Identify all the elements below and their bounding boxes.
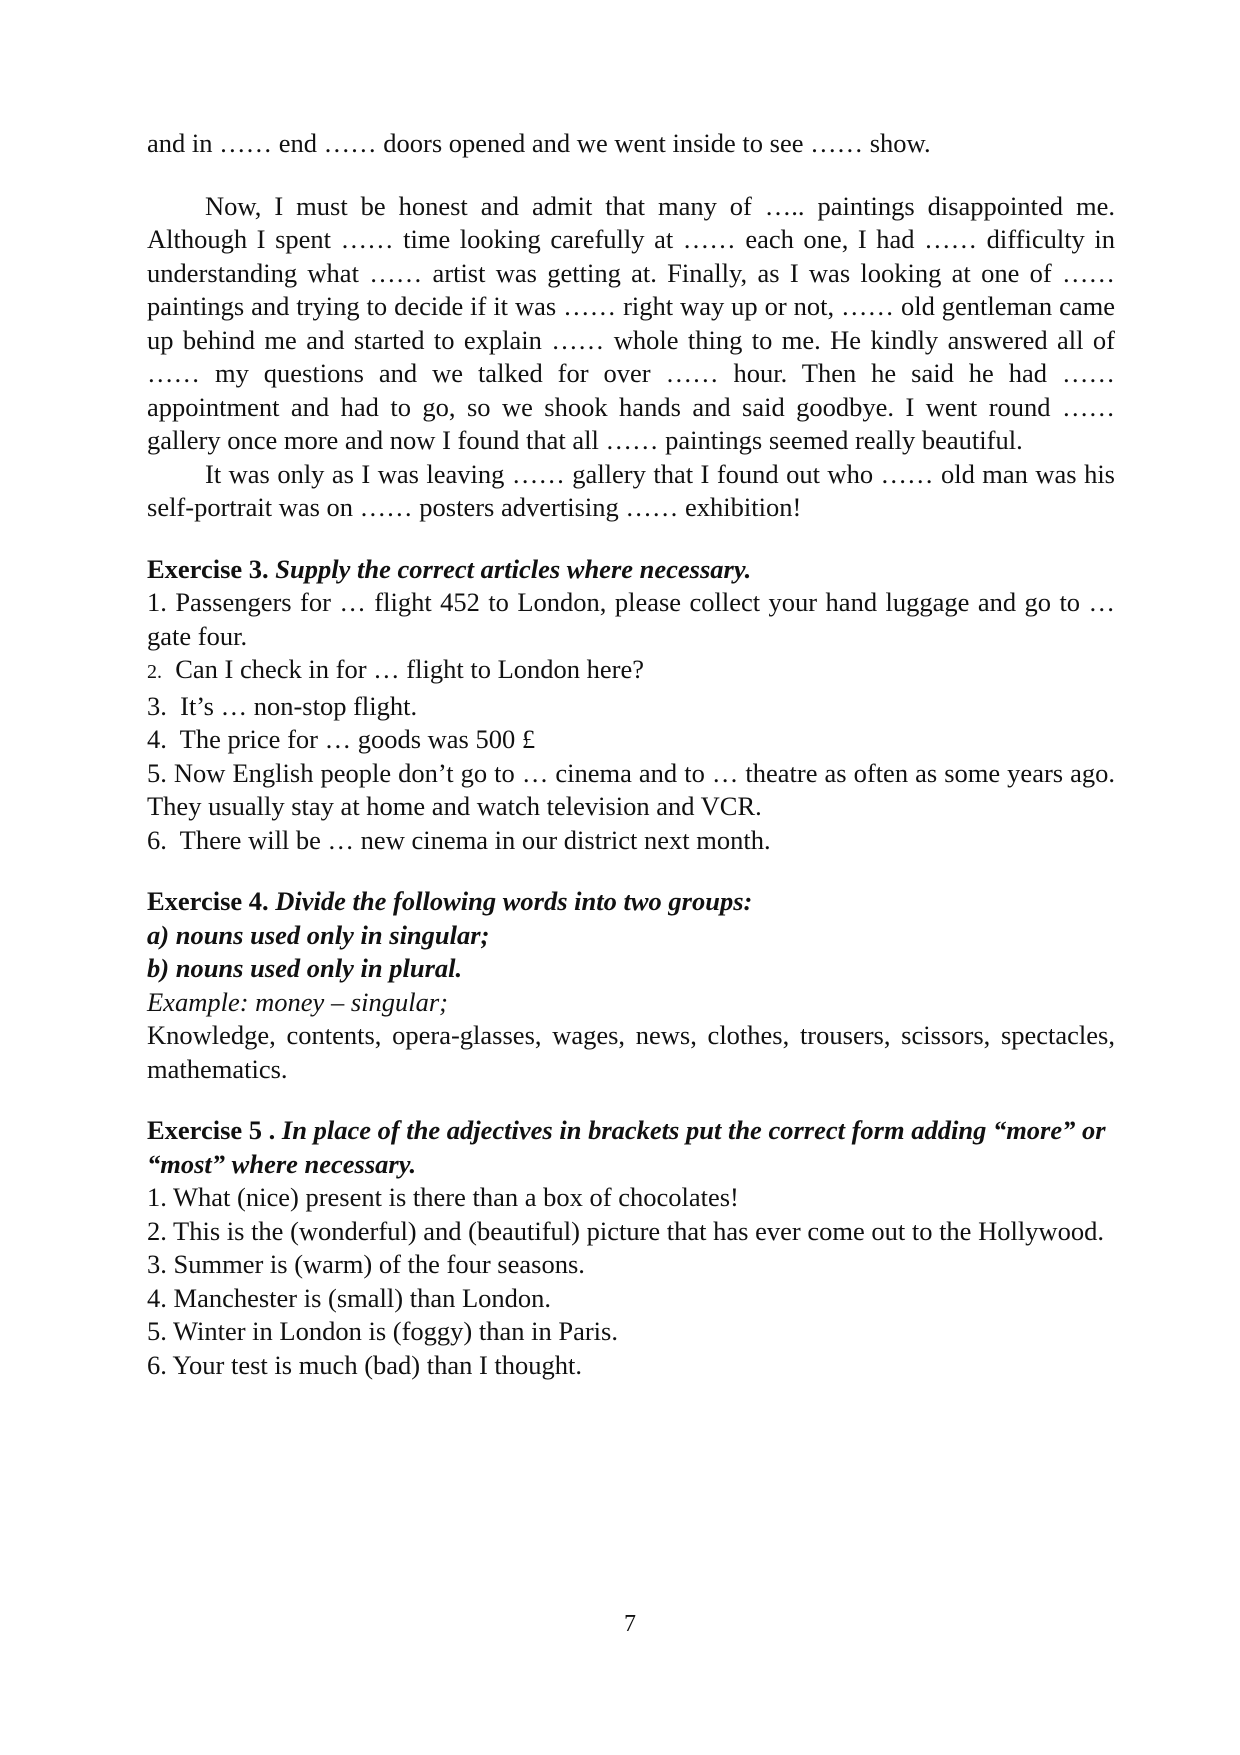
item-number: 2. [147,1215,167,1246]
page-content [147,127,1115,1382]
exercise-item [147,586,1115,653]
exercise-item [147,1181,1115,1215]
exercise-item [147,824,1115,858]
spacer [147,525,1115,553]
spacer [147,857,1115,885]
item-text: What (nice) present is there than a box of chocolates! [173,1182,739,1212]
exercise-label: Exercise 3. [147,553,269,584]
exercise-item [147,723,1115,757]
item-number: 4. [147,724,167,754]
item-number: 1. [147,1182,167,1212]
exercise-5 [147,1114,1115,1382]
exercise-3 [147,553,1115,858]
exercise-item [147,757,1115,824]
item-number: 6. [147,1349,167,1380]
item-text: There will be … new cinema in our district next month. [179,824,771,855]
item-text: Passengers for … flight 452 to London, please collect your hand luggage and go to … gate four. [147,587,1115,651]
exercise-item [147,690,1115,724]
item-text: The price for … goods was 500 £ [179,724,536,754]
item-text: It’s … non-stop flight. [180,690,418,721]
story-paragraph: It was only as I was leaving …… gallery that I found out who …… old man was his self-portrait was on …… posters advertising …… exhibition! [147,458,1115,522]
spacer [147,1086,1115,1114]
exercise-task: Divide the following words into two groups: [275,886,753,916]
group-a-label: a) nouns used only in singular; [147,919,490,950]
item-number: 3. [147,690,167,721]
exercise-item [147,1282,1115,1316]
exercise-item [147,1349,1115,1383]
spacer [147,161,1115,190]
story-paragraph: Now, I must be honest and admit that many of ….. paintings disappointed me. Although I spent …… time looking carefully at …… each one, I had …… difficulty in understanding what …… artist was getting at. Finally, as I was looking at one of …… paintings and trying to decide if it was …… right way up or not, …… old gentleman came up behind me and started to explain …… whole thing to me. He kindly answered all of …… my questions and we talked for over …… hour. Then he said he had …… appointment and had to go, so we shook hands and said goodbye. I went round …… gallery once more and now I found that all …… paintings seemed really beautiful. [147,190,1115,455]
story-first-line: and in …… end …… doors opened and we went inside to see …… show. [147,128,931,158]
exercise-item [147,1215,1115,1249]
item-text: Your test is much (bad) than I thought. [172,1349,583,1380]
exercise-task: In place of the adjectives in brackets put the correct form adding “more” or “most” where necessary. [147,1115,1106,1179]
item-number: 6. [147,824,167,855]
exercise-item [147,1315,1115,1349]
item-number: 5. [147,757,167,788]
exercise-label: Exercise 5 . [147,1115,276,1145]
exercise-item [147,653,1115,690]
word-list: Knowledge, contents, opera-glasses, wages, news, clothes, trousers, scissors, spectacles, mathematics. [147,1020,1115,1084]
exercise-heading [147,885,1115,919]
example-line: Example: money – singular; [147,986,448,1017]
page-number: 7 [624,1611,636,1637]
item-number: 5. [147,1316,167,1346]
item-number: 2. [147,661,162,683]
exercise-task: Supply the correct articles where necessary. [275,553,752,584]
exercise-items [147,586,1115,857]
item-text: Winter in London is (foggy) than in Paris. [173,1316,618,1346]
exercise-heading [147,1114,1115,1181]
exercise-label: Exercise 4. [147,886,269,916]
exercise-items [147,1181,1115,1382]
item-number: 4. [147,1282,167,1313]
item-text: Manchester is (small) than London. [173,1282,552,1313]
item-number: 1. [147,587,167,617]
item-text: Now English people don’t go to … cinema and to … theatre as often as some years ago. They usually stay at home and watch television and VCR. [147,757,1116,821]
item-number: 3. [147,1249,167,1279]
exercise-item [147,1248,1115,1282]
exercise-heading [147,553,1115,587]
item-text: Summer is (warm) of the four seasons. [173,1249,585,1279]
item-text: Can I check in for … flight to London here? [175,654,645,684]
exercise-4 [147,885,1115,1086]
group-b-label: b) nouns used only in plural. [147,953,463,983]
item-text: This is the (wonderful) and (beautiful) picture that has ever come out to the Hollywood. [173,1215,1104,1246]
